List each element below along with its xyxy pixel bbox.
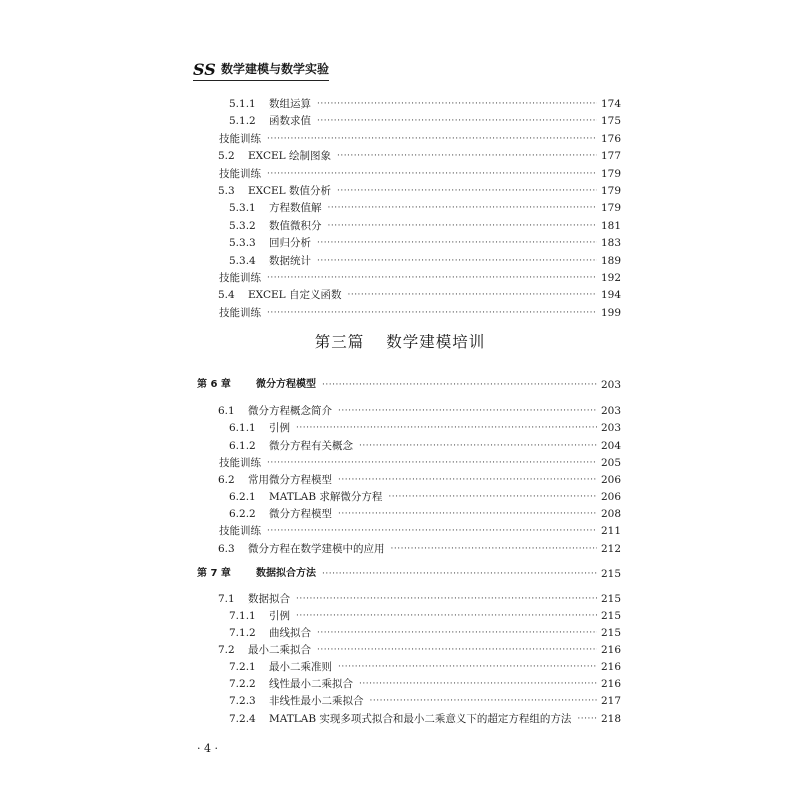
toc-entry-number: 5.1.1 (229, 98, 256, 110)
toc-entry-number: 6.2 (218, 474, 235, 486)
toc-entry-title: 数据拟合方法 (256, 568, 316, 579)
toc-entry-number: 5.4 (218, 289, 235, 302)
toc-entry-page: 199 (600, 306, 621, 319)
toc-leader-dots (322, 565, 597, 583)
toc-entry-number: 5.3 (218, 185, 235, 197)
toc-entry-title: 微分方程模型 (269, 508, 332, 520)
toc-entry (0, 112, 800, 130)
toc-leader-dots (296, 419, 597, 437)
toc-entry-number: 7.2.2 (229, 678, 256, 690)
toc-entry-title: MATLAB 求解微分方程 (269, 491, 383, 503)
toc-entry-page: 206 (600, 474, 621, 486)
toc-leader-dots (267, 522, 597, 540)
toc-leader-dots (577, 710, 597, 728)
toc-entry (0, 419, 800, 437)
toc-entry-page: 174 (600, 98, 621, 110)
toc-entry-title: 技能训练 (219, 167, 261, 180)
toc-entry-title: 数据拟合 (248, 593, 290, 605)
toc-leader-dots (267, 454, 597, 472)
toc-entry-title: 技能训练 (219, 306, 261, 319)
toc-leader-dots (267, 269, 597, 287)
toc-entry-page: 203 (600, 422, 621, 434)
toc-entry-page: 205 (600, 457, 621, 469)
toc-entry (0, 565, 800, 583)
toc-entry-number: 6.3 (218, 543, 235, 555)
toc-entry (0, 590, 800, 608)
toc-leader-dots (359, 437, 597, 455)
toc-leader-dots (322, 376, 597, 394)
toc-entry-title: 数组运算 (269, 98, 311, 110)
toc-entry-title: 数据统计 (269, 254, 311, 267)
toc-entry (0, 165, 800, 183)
page-number: · 4 · (197, 742, 218, 755)
toc-entry-page: 179 (600, 185, 621, 197)
toc-entry-page: 203 (600, 379, 621, 391)
toc-entry-page: 179 (600, 202, 621, 215)
toc-entry-number: 6.2.1 (229, 491, 256, 503)
toc-entry-page: 183 (600, 237, 621, 250)
toc-entry-number: 5.3.2 (229, 219, 256, 232)
toc-entry-page: 206 (600, 491, 621, 503)
toc-entry-title: 线性最小二乘拟合 (269, 678, 353, 690)
toc-entry-page: 189 (600, 254, 621, 267)
toc-entry-number: 5.2 (218, 150, 235, 163)
toc-entry-number: 5.3.4 (229, 254, 256, 267)
toc-leader-dots (338, 471, 597, 489)
toc-entry (0, 437, 800, 455)
toc-leader-dots (388, 488, 597, 506)
toc-entry-page: 215 (600, 593, 621, 605)
toc-entry-page: 175 (600, 115, 621, 128)
toc-entry (0, 402, 800, 420)
toc-entry-number: 6.2.2 (229, 508, 256, 520)
toc-entry-page: 204 (600, 440, 621, 452)
toc-entry-page: 176 (600, 132, 621, 145)
toc-leader-dots (337, 147, 597, 165)
toc-entry (0, 658, 800, 676)
toc-entry-page: 203 (600, 405, 621, 417)
toc-entry (0, 692, 800, 710)
book-logo-icon (193, 61, 217, 77)
toc-leader-dots (338, 402, 597, 420)
toc-leader-dots (359, 675, 597, 693)
toc-entry-page: 215 (600, 610, 621, 622)
toc-entry-title: 数值微积分 (269, 219, 322, 232)
toc-entry-page: 216 (600, 644, 621, 656)
toc-entry-page: 179 (600, 167, 621, 180)
toc-leader-dots (317, 112, 597, 130)
toc-leader-dots (296, 607, 597, 625)
toc-entry (0, 199, 800, 217)
toc-entry-title: 常用微分方程模型 (248, 474, 332, 486)
toc-entry (0, 217, 800, 235)
toc-entry-title: EXCEL 自定义函数 (248, 289, 342, 302)
toc-entry (0, 147, 800, 165)
toc-entry (0, 607, 800, 625)
part-name: 数学建模培训 (386, 333, 486, 351)
header-rule (193, 80, 329, 81)
toc-leader-dots (267, 304, 597, 322)
toc-entry (0, 471, 800, 489)
toc-entry (0, 540, 800, 558)
toc-entry-page: 217 (600, 695, 621, 707)
toc-entry-page: 216 (600, 678, 621, 690)
toc-entry-title: 技能训练 (219, 132, 261, 145)
toc-entry-title: 曲线拟合 (269, 627, 311, 639)
toc-entry-page: 215 (600, 568, 621, 580)
toc-entry-page: 215 (600, 627, 621, 639)
toc-entry-title: 技能训练 (219, 457, 261, 469)
toc-entry-number: 7.1 (218, 593, 235, 605)
toc-entry-number: 7.1.2 (229, 627, 256, 639)
book-title: 数学建模与数学实验 (221, 62, 330, 76)
part-title (0, 330, 800, 352)
toc-entry-number: 第 7 章 (197, 568, 231, 579)
toc-leader-dots (267, 165, 597, 183)
toc-leader-dots (337, 182, 597, 200)
toc-entry (0, 376, 800, 394)
toc-entry-page: 194 (600, 289, 621, 302)
toc-entry-title: 引例 (269, 422, 290, 434)
toc-entry-number: 第 6 章 (197, 379, 231, 390)
toc-leader-dots (347, 286, 596, 304)
toc-entry-page: 192 (600, 272, 621, 284)
toc-entry-page: 218 (600, 713, 621, 725)
toc-entry-title: 回归分析 (269, 237, 311, 250)
toc-entry (0, 710, 800, 728)
toc-leader-dots (338, 658, 597, 676)
svg-text:SS: SS (193, 61, 216, 77)
toc-entry (0, 269, 800, 287)
toc-entry (0, 505, 800, 523)
toc-leader-dots (317, 252, 597, 270)
toc-entry-title: 非线性最小二乘拟合 (269, 695, 364, 707)
toc-entry-number: 7.2.1 (229, 661, 256, 673)
toc-leader-dots (317, 624, 597, 642)
toc-entry (0, 234, 800, 252)
toc-leader-dots (317, 641, 597, 659)
toc-leader-dots (391, 540, 597, 558)
toc-entry-page: 181 (600, 219, 621, 232)
part-label: 第三篇 (314, 333, 365, 351)
toc-entry-number: 6.1.1 (229, 422, 256, 434)
toc-entry-title: 函数求值 (269, 115, 311, 128)
toc-entry-title: 技能训练 (219, 525, 261, 537)
toc-leader-dots (328, 217, 597, 235)
toc-entry-number: 6.1 (218, 405, 235, 417)
toc-leader-dots (328, 199, 597, 217)
toc-entry-title: 最小二乘准则 (269, 661, 332, 673)
toc-entry-number: 7.2.3 (229, 695, 256, 707)
toc-entry (0, 624, 800, 642)
toc-entry-title: EXCEL 绘制图象 (248, 150, 331, 163)
toc-entry (0, 488, 800, 506)
toc-entry-number: 6.1.2 (229, 440, 256, 452)
toc-entry-number: 5.1.2 (229, 115, 256, 128)
toc-entry-title: 技能训练 (219, 272, 261, 284)
toc-leader-dots (317, 95, 597, 113)
toc-entry-number: 7.1.1 (229, 610, 256, 622)
toc-leader-dots (296, 590, 597, 608)
toc-entry-number: 5.3.1 (229, 202, 256, 215)
toc-entry-page: 208 (600, 508, 621, 520)
toc-entry-title: EXCEL 数值分析 (248, 185, 331, 197)
toc-entry-page: 177 (600, 150, 621, 163)
toc-leader-dots (338, 505, 597, 523)
toc-entry-page: 216 (600, 661, 621, 673)
toc-entry (0, 252, 800, 270)
toc-entry-page: 212 (600, 543, 621, 555)
toc-entry-title: MATLAB 实现多项式拟合和最小二乘意义下的超定方程组的方法 (269, 713, 572, 725)
toc-entry-title: 微分方程有关概念 (269, 440, 353, 452)
toc-entry (0, 675, 800, 693)
toc-entry-number: 7.2 (218, 644, 235, 656)
toc-entry (0, 454, 800, 472)
toc-entry (0, 182, 800, 200)
toc-entry-title: 方程数值解 (269, 202, 322, 215)
toc-leader-dots (267, 130, 597, 148)
toc-entry (0, 130, 800, 148)
toc-entry-number: 7.2.4 (229, 713, 256, 725)
toc-entry (0, 522, 800, 540)
running-header (193, 61, 353, 79)
toc-entry-title: 微分方程概念简介 (248, 405, 332, 417)
toc-leader-dots (370, 692, 597, 710)
toc-leader-dots (317, 234, 597, 252)
toc-entry-page: 211 (600, 525, 621, 537)
toc-entry-title: 最小二乘拟合 (248, 644, 311, 656)
toc-entry-title: 微分方程在数学建模中的应用 (248, 543, 385, 555)
toc-entry (0, 286, 800, 304)
toc-entry (0, 641, 800, 659)
toc-entry-title: 引例 (269, 610, 290, 622)
toc-entry-number: 5.3.3 (229, 237, 256, 250)
toc-entry (0, 95, 800, 113)
toc-entry-title: 微分方程模型 (256, 379, 316, 390)
toc-entry (0, 304, 800, 322)
